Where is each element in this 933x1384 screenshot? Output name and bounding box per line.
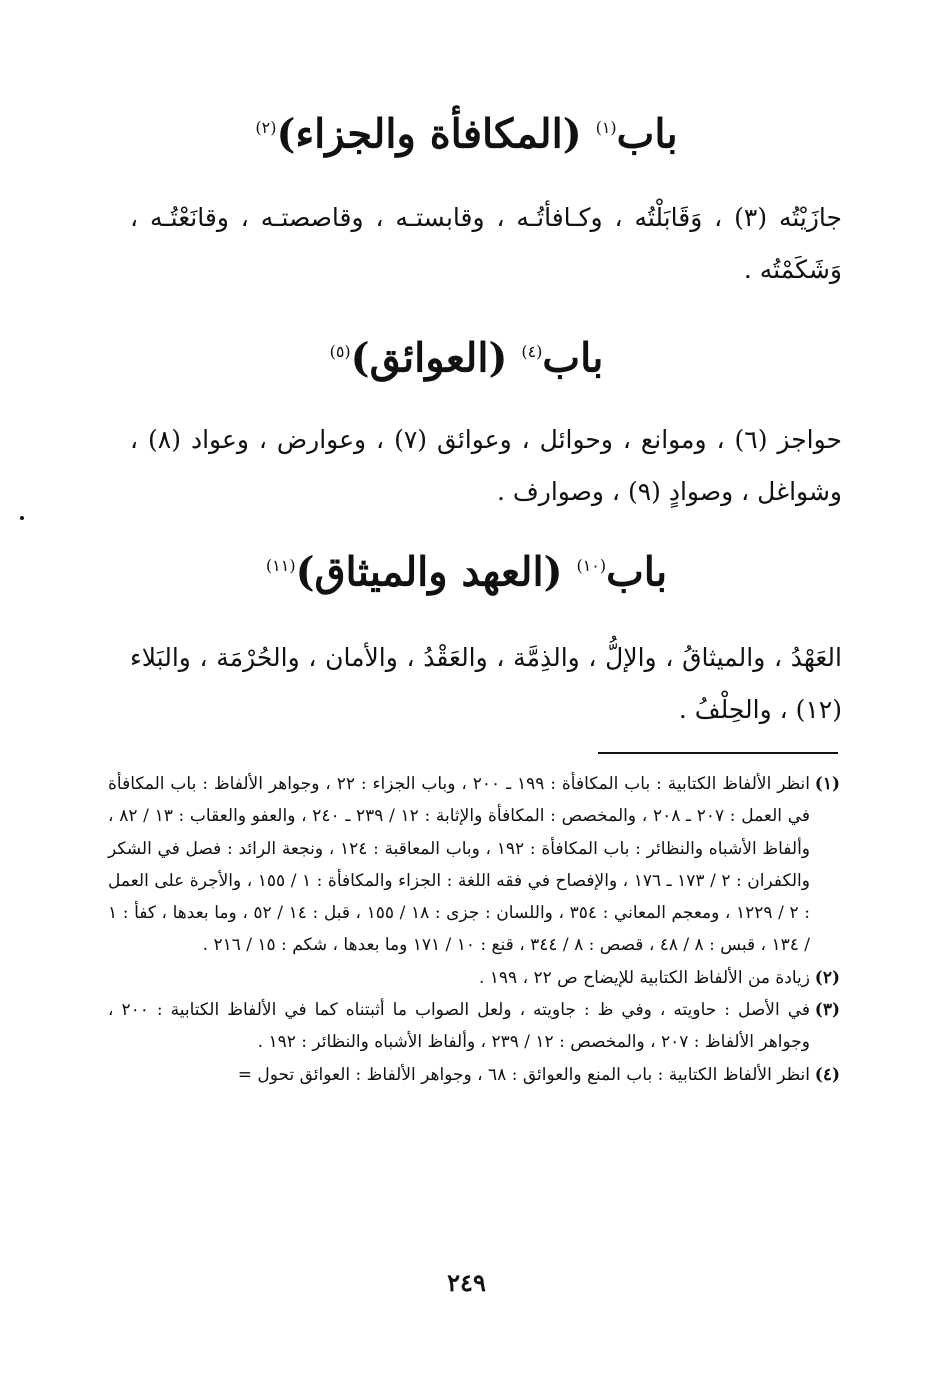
section-heading bbox=[0, 326, 933, 384]
footnote-text: انظر الألفاظ الكتابية : باب المنع والعوائق : ٦٨ ، وجواهر الألفاظ : العوائق تحول = bbox=[237, 1064, 810, 1085]
footnote-text: في الأصل : حاويته ، وفي ظ : جاويته ، ولعل الصواب ما أثبتناه كما في الألفاظ الكتابية : ٢٠٠ ، وجواهر الألفاظ : ٢٠٧ ، والمخصص : ١٢ / ٢٣٩ ، وألفاظ الأشباه والنظائر : ١٩٢ . bbox=[108, 1000, 811, 1053]
footnote-number: (٤) bbox=[814, 1064, 840, 1085]
footnote-ref: (١١) bbox=[265, 556, 296, 575]
margin-mark bbox=[20, 516, 24, 520]
footnote-ref: (١) bbox=[595, 118, 617, 137]
footnote bbox=[108, 1059, 840, 1091]
footnote-text: زيادة من الألفاظ الكتابية للإيضاح ص ٢٢ ، ١٩٩ . bbox=[478, 967, 810, 988]
footnote-number: (٢) bbox=[814, 967, 840, 988]
heading-title: (المكافأة والجزاء) bbox=[276, 110, 582, 158]
section-text: حواجز (٦) ، وموانع ، وحوائل ، وعوائق (٧) ، وعوارض ، وعواد (٨) ، وشواغل ، وصوادٍ (٩) ، وصوارف . bbox=[130, 425, 842, 506]
heading-title: (العهد والميثاق) bbox=[295, 548, 563, 596]
heading-word: باب bbox=[542, 334, 604, 382]
footnote bbox=[108, 962, 840, 994]
section-heading bbox=[0, 540, 933, 598]
section-text: العَهْدُ ، والميثاقُ ، والإلُّ ، والذِمَّة ، والعَقْدُ ، والأمان ، والحُرْمَة ، والبَلاء (١٢) ، والحِلْفُ . bbox=[130, 643, 842, 724]
footnote bbox=[108, 994, 840, 1059]
section-heading bbox=[0, 102, 933, 160]
footnote-ref: (٤) bbox=[521, 342, 543, 361]
footnote-divider bbox=[598, 752, 838, 754]
heading-word: باب bbox=[606, 548, 668, 596]
heading-word: باب bbox=[616, 110, 678, 158]
section-text: جازَيْتُه (٣) ، وَقَابَلْتُه ، وكـافأتُـه ، وقابستـه ، وقاصصتـه ، وقانَعْتُـه ، وَشَكَمْتُه . bbox=[130, 203, 843, 284]
footnote-ref: (٥) bbox=[329, 342, 351, 361]
footnotes bbox=[108, 768, 840, 1091]
footnote-ref: (١٠) bbox=[576, 556, 607, 575]
footnote-number: (٣) bbox=[814, 1000, 840, 1021]
page-number: ٢٤٩ bbox=[447, 1268, 486, 1297]
footnote-ref: (٢) bbox=[255, 118, 277, 137]
footnote bbox=[108, 768, 840, 962]
footnote-number: (١) bbox=[814, 774, 840, 794]
footnote-text: انظر الألفاظ الكتابية : باب المكافأة : ١٩٩ ـ ٢٠٠ ، وباب الجزاء : ٢٢ ، وجواهر الألفاظ : باب المكافأة في العمل : ٢٠٧ ـ ٢٠٨ ، والمخصص : المكافأة والإثابة : ١٢ / ٢٣٩ ـ ٢٤٠ ، والعفو والعقاب : ١٣ / ٨٢ ، وألفاظ الأشباه والنظائر : باب المكافأة : ١٩٢ ، وباب المعاقبة : ١٢٤ ، ونجعة الرائد : فصل في الشكر والكفران : ٢ / ١٧٣ ـ ١٧٦ ، والإفصاح في فقه اللغة : الجزاء والمكافأة : ١ / ١٥٥ ، والأجرة على العمل : ٢ / ١٢٢٩ ، ومعجم المعاني : ٣٥٤ ، واللسان : جزى : ١٨ / ١٥٥ ، قبل : ١٤ / ٥٢ ، وما بعدها ، كفأ : ١ / ١٣٤ ، قبس : ٨ / ٤٨ ، قصص : ٨ / ٣٤٤ ، قنع : ١٠ / ١٧١ وما بعدها ، شكم : ١٥ / ٢١٦ . bbox=[108, 774, 811, 956]
heading-title: (العوائق) bbox=[350, 334, 508, 382]
